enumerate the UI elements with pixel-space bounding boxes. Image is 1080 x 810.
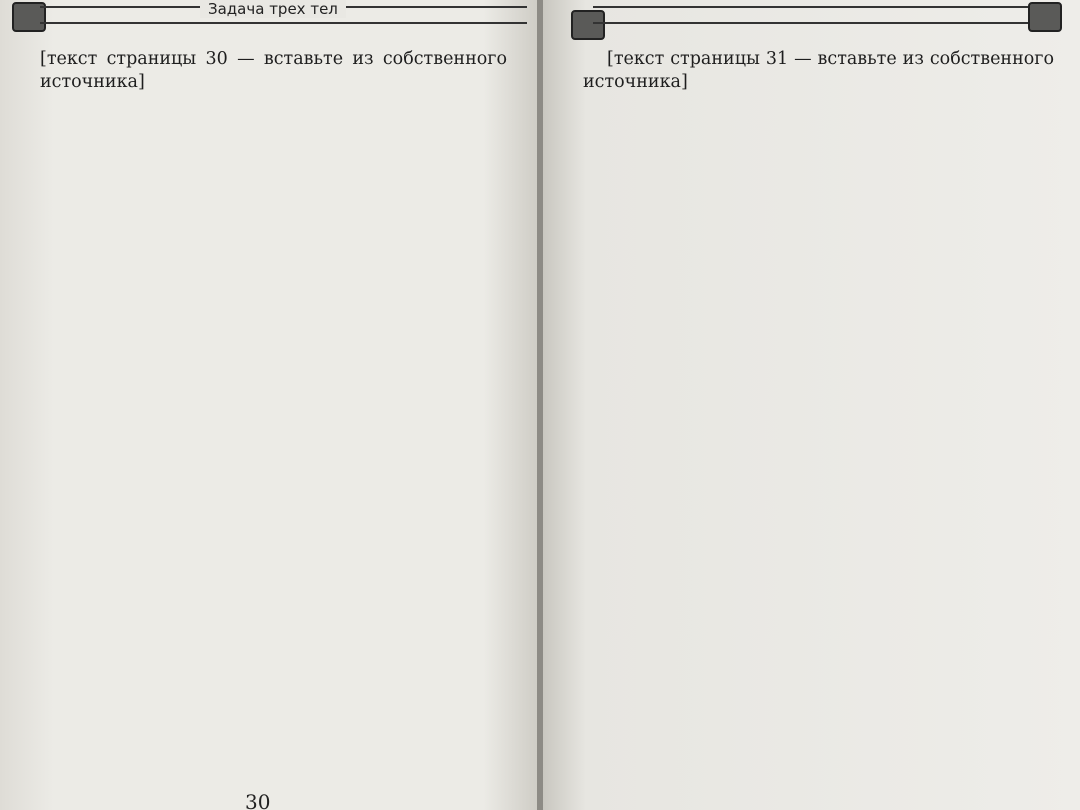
header-rule — [593, 6, 1040, 24]
page-number: 30 — [245, 790, 271, 810]
paragraph: [текст страницы 30 — вставьте из собственного источника] — [40, 49, 507, 93]
left-page-text — [40, 48, 507, 95]
right-page — [543, 0, 1080, 810]
paragraph: [текст страницы 31 — вставьте из собственного источника] — [583, 49, 1054, 93]
right-page-text — [583, 48, 1054, 95]
running-head: Задача трех тел — [200, 0, 346, 18]
ornament-icon — [1028, 2, 1062, 32]
left-page — [0, 0, 537, 810]
